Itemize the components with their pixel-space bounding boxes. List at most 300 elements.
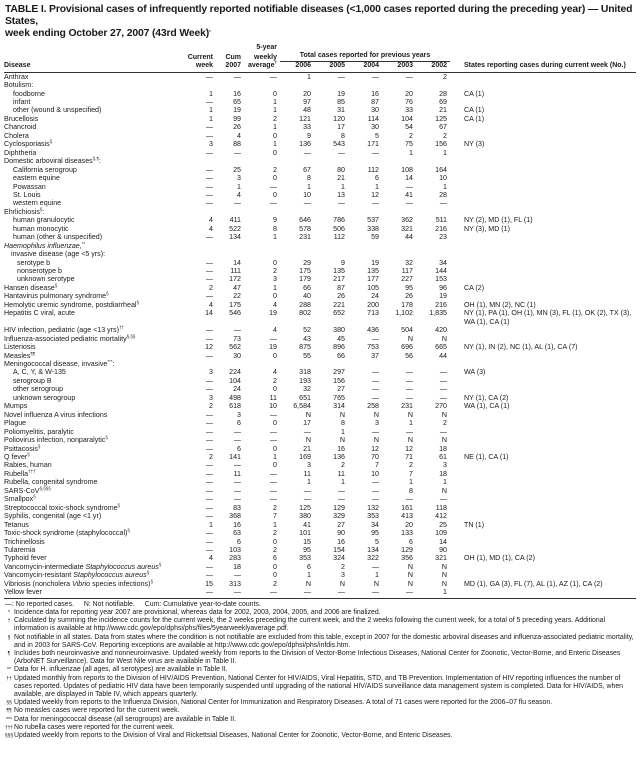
cell-y2005: 135	[333, 267, 345, 276]
cell-current-week: —	[205, 174, 213, 183]
cell-y2004: 5	[375, 537, 379, 546]
disease-name: Trichinellosis	[4, 537, 45, 546]
cell-cum-2007: 103	[229, 545, 241, 554]
cell-states-reporting	[450, 208, 636, 216]
footnote-list	[4, 609, 636, 740]
cell-y2005: 786	[333, 216, 345, 225]
cell-y2006: N	[305, 410, 311, 419]
cell-y2005	[314, 81, 348, 89]
cell-5yr-avg: 19	[269, 309, 277, 318]
cell-y2005: 156	[333, 376, 345, 385]
disease-name: human (other & unspecified)	[13, 233, 103, 242]
cell-cum-2007: 522	[229, 224, 241, 233]
cell-5yr-avg: —	[269, 72, 277, 81]
table-header	[4, 44, 636, 72]
disease-name: Diphtheria	[4, 148, 37, 157]
cell-y2003: 1	[409, 478, 413, 487]
cell-cum-2007: 141	[229, 453, 241, 461]
cell-y2005: 87	[337, 283, 345, 292]
cell-states-reporting	[450, 98, 636, 106]
cell-y2004: 10	[371, 469, 379, 478]
cell-5yr-avg: 10	[269, 402, 277, 411]
cell-y2006: 33	[303, 123, 311, 132]
cell-y2006: 52	[303, 326, 311, 335]
cell-cum-2007: 16	[233, 89, 241, 98]
footnote-text: Updated weekly from reports to the Influenza Division, National Center for Immunization and Respiratory Diseases. A total of 71 cases were reported for the 2006–07 flu season.	[14, 699, 553, 707]
cell-cum-2007: —	[233, 478, 241, 487]
cell-states-reporting: NY (1), CA (2)	[464, 393, 509, 402]
cell-y2004: —	[371, 478, 379, 487]
cell-y2006: 21	[303, 444, 311, 453]
disease-name: Haemophilus influenzae,**	[4, 240, 86, 250]
cell-y2003: 1,102	[395, 309, 413, 318]
cell-y2006: 29	[303, 258, 311, 267]
cell-current-week: —	[205, 292, 213, 301]
cell-y2002: 164	[435, 165, 447, 174]
disease-name: foodborne	[13, 89, 45, 98]
cell-cum-2007: —	[233, 199, 241, 208]
cell-states-reporting	[450, 166, 636, 174]
cell-y2002: 18	[439, 469, 447, 478]
cell-y2006: 1	[307, 478, 311, 487]
cell-5yr-avg: 2	[273, 376, 277, 385]
cell-y2003: 44	[405, 233, 413, 242]
cell-y2002: 144	[435, 267, 447, 276]
cell-states-reporting: NY (2), MD (1), FL (1)	[464, 216, 533, 225]
cell-5yr-avg: 0	[273, 571, 277, 580]
cell-current-week	[184, 360, 216, 368]
cell-states-reporting	[450, 81, 636, 89]
cell-5yr-avg: 0	[273, 148, 277, 157]
cell-y2005: 221	[333, 300, 345, 309]
cell-y2006: —	[303, 486, 311, 495]
header-current-line2: week	[184, 62, 216, 72]
disease-name: nonserotype b	[17, 267, 62, 276]
table-row	[4, 90, 636, 98]
cell-cum-2007: —	[233, 486, 241, 495]
cell-5yr-avg	[244, 157, 280, 165]
header-cum-line2: 2007	[216, 62, 244, 72]
footnote-text: Includes both neuroinvasive and nonneuroinvasive. Updated weekly from reports to the Division of Vector-Borne Infectious Diseases, National Center for Zoonotic, Vector-Borne, and Enteric Diseases (ArboNET Surveillance). Data for West Nile virus are available in Table II.	[14, 649, 621, 666]
footnote	[4, 666, 636, 674]
cell-y2006: 40	[303, 292, 311, 301]
footnote-text: Incidence data for reporting year 2007 are provisional, whereas data for 2002, 2003, 2004, 2005, and 2006 are finalized.	[14, 608, 381, 616]
cell-y2003: 321	[401, 224, 413, 233]
cell-y2002: 61	[439, 453, 447, 461]
cell-y2002: 125	[435, 114, 447, 123]
cell-states-reporting	[450, 529, 636, 537]
cell-5yr-avg: 2	[273, 267, 277, 276]
cell-y2005: 13	[337, 190, 345, 199]
cell-y2005: 297	[333, 368, 345, 377]
cell-5yr-avg: 0	[273, 351, 277, 360]
table-row	[4, 588, 636, 598]
cell-y2003: 75	[405, 140, 413, 149]
cell-cum-2007: 283	[229, 554, 241, 563]
cell-y2004: —	[371, 427, 379, 436]
cell-y2006: —	[303, 199, 311, 208]
disease-name: Streptococcal toxic-shock syndrome§	[4, 502, 121, 512]
cell-current-week: —	[205, 486, 213, 495]
cell-5yr-avg: —	[269, 410, 277, 419]
cell-current-week: 14	[205, 309, 213, 318]
disease-name: infant	[13, 97, 31, 106]
cell-y2005: 27	[337, 385, 345, 394]
cell-y2005: 506	[333, 224, 345, 233]
cell-current-week: 1	[209, 89, 213, 98]
cell-5yr-avg: 1	[273, 106, 277, 115]
cell-y2004: 132	[367, 503, 379, 512]
table-row	[4, 250, 636, 258]
table-row	[4, 529, 636, 537]
cell-current-week: —	[205, 97, 213, 106]
cell-y2003	[382, 360, 416, 368]
table-row	[4, 571, 636, 579]
footnote-text: Data for meningococcal disease (all serogroups) are available in Table II.	[14, 715, 237, 723]
disease-name: Chancroid	[4, 123, 37, 132]
cell-cum-2007: 6	[237, 444, 241, 453]
cell-y2006: 95	[303, 545, 311, 554]
table-row	[4, 512, 636, 520]
table-row	[4, 538, 636, 546]
cell-5yr-avg: 6	[273, 554, 277, 563]
cell-y2005: 16	[337, 444, 345, 453]
cell-y2005: 19	[337, 89, 345, 98]
cell-y2004	[348, 242, 382, 250]
cell-5yr-avg: 2	[273, 579, 277, 588]
cell-y2006: 353	[299, 554, 311, 563]
cell-y2006: 55	[303, 351, 311, 360]
cell-cum-2007: 26	[233, 123, 241, 132]
disease-name: Influenza-associated pediatric mortality§,§§	[4, 333, 136, 343]
cell-y2006: 288	[299, 300, 311, 309]
cell-current-week: —	[205, 461, 213, 470]
cell-y2006	[280, 157, 314, 165]
cell-states-reporting	[450, 157, 636, 165]
disease-name: human monocytic	[13, 224, 69, 233]
cell-y2003: —	[405, 368, 413, 377]
cell-current-week: —	[205, 199, 213, 208]
cell-y2002: 216	[435, 224, 447, 233]
cell-current-week: —	[205, 275, 213, 284]
disease-name: HIV infection, pediatric (age <13 yrs)††	[4, 325, 124, 335]
cell-cum-2007: 65	[233, 97, 241, 106]
disease-name: Plague	[4, 419, 27, 428]
cell-y2004: 87	[371, 97, 379, 106]
cell-5yr-avg: 2	[273, 529, 277, 538]
cell-cum-2007: —	[233, 461, 241, 470]
cell-y2004: —	[371, 148, 379, 157]
cell-5yr-avg: 0	[273, 419, 277, 428]
disease-name: Listeriosis	[4, 343, 36, 352]
footnote-marker: §§	[6, 700, 12, 707]
disease-name: Measles¶¶	[4, 350, 36, 360]
cell-y2005: —	[337, 72, 345, 81]
disease-name: St. Louis	[13, 190, 41, 199]
cell-y2004: 177	[367, 275, 379, 284]
table-row	[4, 199, 636, 207]
cell-states-reporting	[450, 292, 636, 300]
disease-table	[4, 44, 636, 599]
cell-y2002: N	[441, 486, 447, 495]
cell-y2006: 125	[299, 503, 311, 512]
disease-name: Cyclosporiasis§	[4, 139, 53, 149]
disease-name: Vibriosis (noncholera Vibrio species infections)§	[4, 578, 153, 588]
cell-cum-2007: 224	[229, 368, 241, 377]
cell-y2004: 30	[371, 123, 379, 132]
cell-y2005: 17	[337, 123, 345, 132]
cell-cum-2007: 24	[233, 385, 241, 394]
header-avg-line3: average†	[244, 62, 280, 72]
cell-y2003: 14	[405, 174, 413, 183]
cell-y2004: —	[371, 376, 379, 385]
table-row	[4, 436, 636, 444]
table-row	[4, 470, 636, 478]
cell-states-reporting	[450, 250, 636, 258]
disease-name: Rubella, congenital syndrome	[4, 478, 98, 487]
cell-y2005: 27	[337, 520, 345, 529]
title-line-1: TABLE I. Provisional cases of infrequently reported notifiable diseases (<1,000 cases reported during the preceding year) — United States,	[5, 4, 633, 27]
cell-y2003: 33	[405, 106, 413, 115]
cell-y2006: —	[303, 148, 311, 157]
legend	[5, 601, 636, 609]
table-row	[4, 292, 636, 300]
title-line-2: week ending October 27, 2007 (43rd Week)	[5, 28, 210, 39]
cell-y2006: 646	[299, 216, 311, 225]
cell-current-week	[184, 81, 216, 89]
cell-states-reporting	[450, 132, 636, 140]
cell-cum-2007: 313	[229, 579, 241, 588]
disease-name: Tularemia	[4, 545, 36, 554]
footnote-marker: §	[7, 634, 11, 641]
cell-5yr-avg: 0	[273, 461, 277, 470]
cell-y2005: 66	[337, 351, 345, 360]
cell-y2003: —	[382, 588, 416, 598]
cell-y2002: 21	[439, 106, 447, 115]
table-row	[4, 445, 636, 453]
cell-cum-2007: 73	[233, 334, 241, 343]
disease-name: unknown serogroup	[13, 393, 76, 402]
cell-cum-2007: 63	[233, 529, 241, 538]
table-row	[4, 72, 636, 81]
cell-cum-2007	[216, 360, 244, 368]
table-row	[4, 98, 636, 106]
disease-name: eastern equine	[13, 174, 60, 183]
cell-y2003: 76	[405, 97, 413, 106]
legend-n: N: Not notifiable.	[83, 600, 135, 608]
cell-current-week: —	[205, 165, 213, 174]
cell-current-week: 3	[209, 140, 213, 149]
disease-name: Rubella†††	[4, 468, 36, 478]
disease-name: Novel influenza A virus infections	[4, 410, 108, 419]
footnote-marker: †††	[4, 724, 14, 731]
cell-cum-2007	[216, 157, 244, 165]
cell-5yr-avg: 4	[273, 368, 277, 377]
cell-y2003: 1	[409, 419, 413, 428]
cell-states-reporting: NE (1), CA (1)	[464, 453, 509, 461]
cell-5yr-avg: 0	[273, 89, 277, 98]
cell-cum-2007: —	[233, 571, 241, 580]
cell-y2006: 48	[303, 106, 311, 115]
cell-y2003: 2	[409, 461, 413, 470]
cell-5yr-avg: 0	[273, 174, 277, 183]
disease-name: invasive disease (age <5 yrs):	[11, 250, 106, 259]
cell-y2006: 1	[307, 571, 311, 580]
cell-y2004: 338	[367, 224, 379, 233]
cell-y2005	[314, 360, 348, 368]
cell-current-week: —	[205, 444, 213, 453]
cell-cum-2007: 134	[229, 233, 241, 242]
cell-y2002: 2	[443, 419, 447, 428]
cell-cum-2007: —	[233, 148, 241, 157]
footnote-text: Updated monthly from reports to the Division of HIV/AIDS Prevention, National Center for HIV/AIDS, Viral Hepatitis, STD, and TB Prevention. Implementation of HIV reporting influences the number of cases reported. Updates of pediatric HIV data have been temporarily suspended until upgrading of the national HIV/AIDS surveillance data management system is completed. Data for HIV/AIDS, when available, are displayed in Table IV, which appears quarterly.	[14, 674, 624, 698]
cell-y2002: 118	[435, 503, 447, 512]
cell-5yr-avg: 8	[273, 224, 277, 233]
cell-y2002: 23	[439, 233, 447, 242]
cell-y2002: —	[439, 495, 447, 504]
cell-y2005: 8	[341, 419, 345, 428]
cell-current-week: 3	[209, 368, 213, 377]
cell-current-week: —	[205, 495, 213, 504]
cell-y2006: 578	[299, 224, 311, 233]
cell-states-reporting	[450, 123, 636, 131]
cell-current-week: —	[205, 334, 213, 343]
cell-y2006	[280, 360, 314, 368]
table-row	[4, 242, 636, 250]
cell-current-week: —	[205, 436, 213, 445]
cell-y2002: 18	[439, 444, 447, 453]
cell-y2003: 95	[405, 283, 413, 292]
cell-cum-2007: 11	[233, 469, 241, 478]
cell-states-reporting	[450, 461, 636, 469]
cell-cum-2007: 16	[233, 520, 241, 529]
cell-y2003: 2	[409, 131, 413, 140]
cell-current-week: —	[205, 537, 213, 546]
cell-cum-2007: 47	[233, 283, 241, 292]
cell-current-week: —	[205, 503, 213, 512]
cell-current-week: —	[205, 529, 213, 538]
footnote	[4, 716, 636, 724]
cell-y2004: 105	[367, 283, 379, 292]
cell-y2004: —	[371, 562, 379, 571]
cell-y2002: 1	[443, 182, 447, 191]
cell-y2005: 380	[333, 326, 345, 335]
cell-y2002: 90	[439, 545, 447, 554]
cell-states-reporting	[450, 571, 636, 579]
footnote-marker: §§§	[4, 732, 14, 739]
cell-y2003	[382, 157, 416, 165]
footnote	[4, 675, 636, 700]
cell-cum-2007: 4	[237, 131, 241, 140]
cell-y2002: —	[439, 385, 447, 394]
cell-y2002: N	[441, 334, 447, 343]
cell-cum-2007: —	[233, 495, 241, 504]
cell-states-reporting	[450, 478, 636, 486]
cell-y2003: 32	[405, 258, 413, 267]
cell-states-reporting: CA (2)	[464, 283, 485, 292]
cell-y2002	[416, 157, 450, 165]
cell-y2002: 25	[439, 520, 447, 529]
cell-y2005: 112	[333, 233, 345, 242]
table-row	[4, 123, 636, 131]
disease-name: Poliovirus infection, nonparalytic§	[4, 435, 108, 445]
footnote	[4, 650, 636, 666]
cell-y2003: 12	[405, 444, 413, 453]
cell-cum-2007: 562	[229, 343, 241, 352]
disease-name: human granulocytic	[13, 216, 75, 225]
cell-y2006: 10	[303, 190, 311, 199]
cell-states-reporting	[450, 267, 636, 275]
cell-y2002: 34	[439, 258, 447, 267]
cell-5yr-avg: 0	[273, 537, 277, 546]
cell-y2004: 95	[371, 529, 379, 538]
cell-y2003: N	[407, 562, 413, 571]
cell-y2006: 802	[299, 309, 311, 318]
cell-y2004: 322	[367, 554, 379, 563]
disease-name: Q fever§	[4, 452, 30, 461]
cell-states-reporting	[450, 352, 636, 360]
cell-5yr-avg: 11	[269, 393, 277, 402]
table-row	[4, 140, 636, 148]
disease-name: Syphilis, congenital (age <1 yr)	[4, 512, 102, 521]
cell-y2006: 231	[299, 233, 311, 242]
cell-current-week: 12	[205, 343, 213, 352]
cell-cum-2007: 18	[233, 562, 241, 571]
disease-name: serotype b	[17, 258, 51, 267]
cell-states-reporting	[450, 72, 636, 81]
cell-y2002: —	[439, 427, 447, 436]
cell-current-week: —	[205, 571, 213, 580]
cell-y2003: N	[407, 410, 413, 419]
cell-5yr-avg: —	[269, 436, 277, 445]
table-title	[5, 4, 636, 40]
cell-y2006: 67	[303, 165, 311, 174]
cell-current-week: —	[205, 385, 213, 394]
cell-y2005: 1	[341, 182, 345, 191]
cell-y2003: 413	[401, 512, 413, 521]
cell-5yr-avg: 4	[273, 326, 277, 335]
cell-current-week: —	[205, 410, 213, 419]
cell-y2002: 109	[435, 529, 447, 538]
cell-y2003: 1	[409, 148, 413, 157]
cell-y2005: 652	[333, 309, 345, 318]
cell-y2006: —	[303, 427, 311, 436]
cell-5yr-avg: 1	[273, 123, 277, 132]
cell-y2003: —	[405, 385, 413, 394]
cell-cum-2007: 3	[237, 174, 241, 183]
cell-current-week: 1	[209, 520, 213, 529]
cell-states-reporting	[450, 411, 636, 419]
cell-cum-2007: 83	[233, 503, 241, 512]
cell-cum-2007	[216, 250, 244, 258]
cell-y2005: 2	[341, 562, 345, 571]
cell-current-week: —	[205, 190, 213, 199]
cell-states-reporting	[450, 385, 636, 393]
cell-y2006	[280, 250, 314, 258]
cell-states-reporting	[450, 428, 636, 436]
cell-y2003: 56	[405, 351, 413, 360]
disease-name: Rabies, human	[4, 461, 52, 470]
table-row	[4, 275, 636, 283]
cell-y2004: 135	[367, 267, 379, 276]
cell-y2005: 31	[337, 106, 345, 115]
cell-y2002	[416, 208, 450, 216]
table-row	[4, 115, 636, 123]
cell-5yr-avg: —	[269, 334, 277, 343]
cell-5yr-avg: 7	[273, 512, 277, 521]
disease-name: serogroup B	[13, 376, 52, 385]
cell-cum-2007: 6	[237, 537, 241, 546]
